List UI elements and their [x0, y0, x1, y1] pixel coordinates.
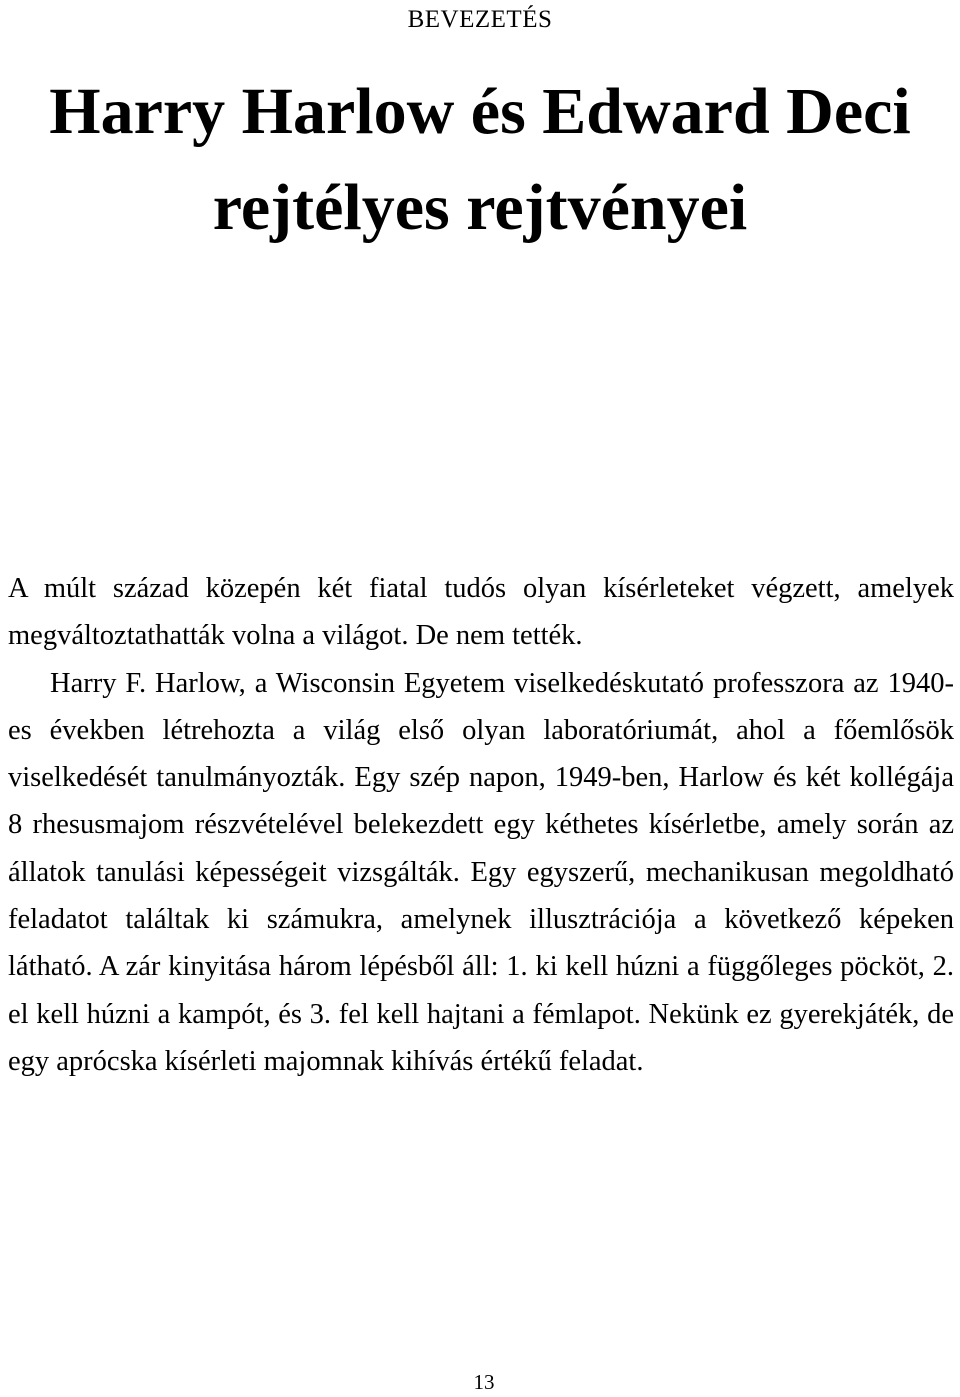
running-head: BEVEZETÉS	[407, 6, 553, 33]
chapter-title-line-1: Harry Harlow és Edward Deci	[49, 75, 911, 148]
chapter-title	[0, 64, 960, 256]
chapter-title-line-2: rejtélyes rejtvényei	[212, 171, 748, 244]
paragraph-2: Harry F. Harlow, a Wisconsin Egyetem viselkedéskutató professzora az 1940-es években létrehozta a világ első olyan laboratóriumát, ahol a főemlősök viselkedését tanulmányozták. Egy szép napon, 1949-ben, Harlow és két kollégája 8 rhesusmajom részvételével belekezdett egy kéthetes kísérletbe, amely során az állatok tanulási képességeit vizsgálták. Egy egyszerű, mechanikusan megoldható feladatot találtak ki számukra, amelynek illusztrációja a következő képeken látható. A zár kinyitása három lépésből áll: 1. ki kell húzni a függőleges pöcköt, 2. el kell húzni a kampót, és 3. fel kell hajtani a fémlapot. Nekünk ez gyerekjáték, de egy aprócska kísérleti majomnak kihívás értékű feladat.	[8, 667, 954, 1077]
paragraph-1: A múlt század közepén két fiatal tudós olyan kísérleteket végzett, amelyek megváltoztathatták volna a világot. De nem tették.	[8, 573, 954, 652]
body-text	[8, 565, 954, 1085]
page-number: 13	[473, 1370, 495, 1394]
